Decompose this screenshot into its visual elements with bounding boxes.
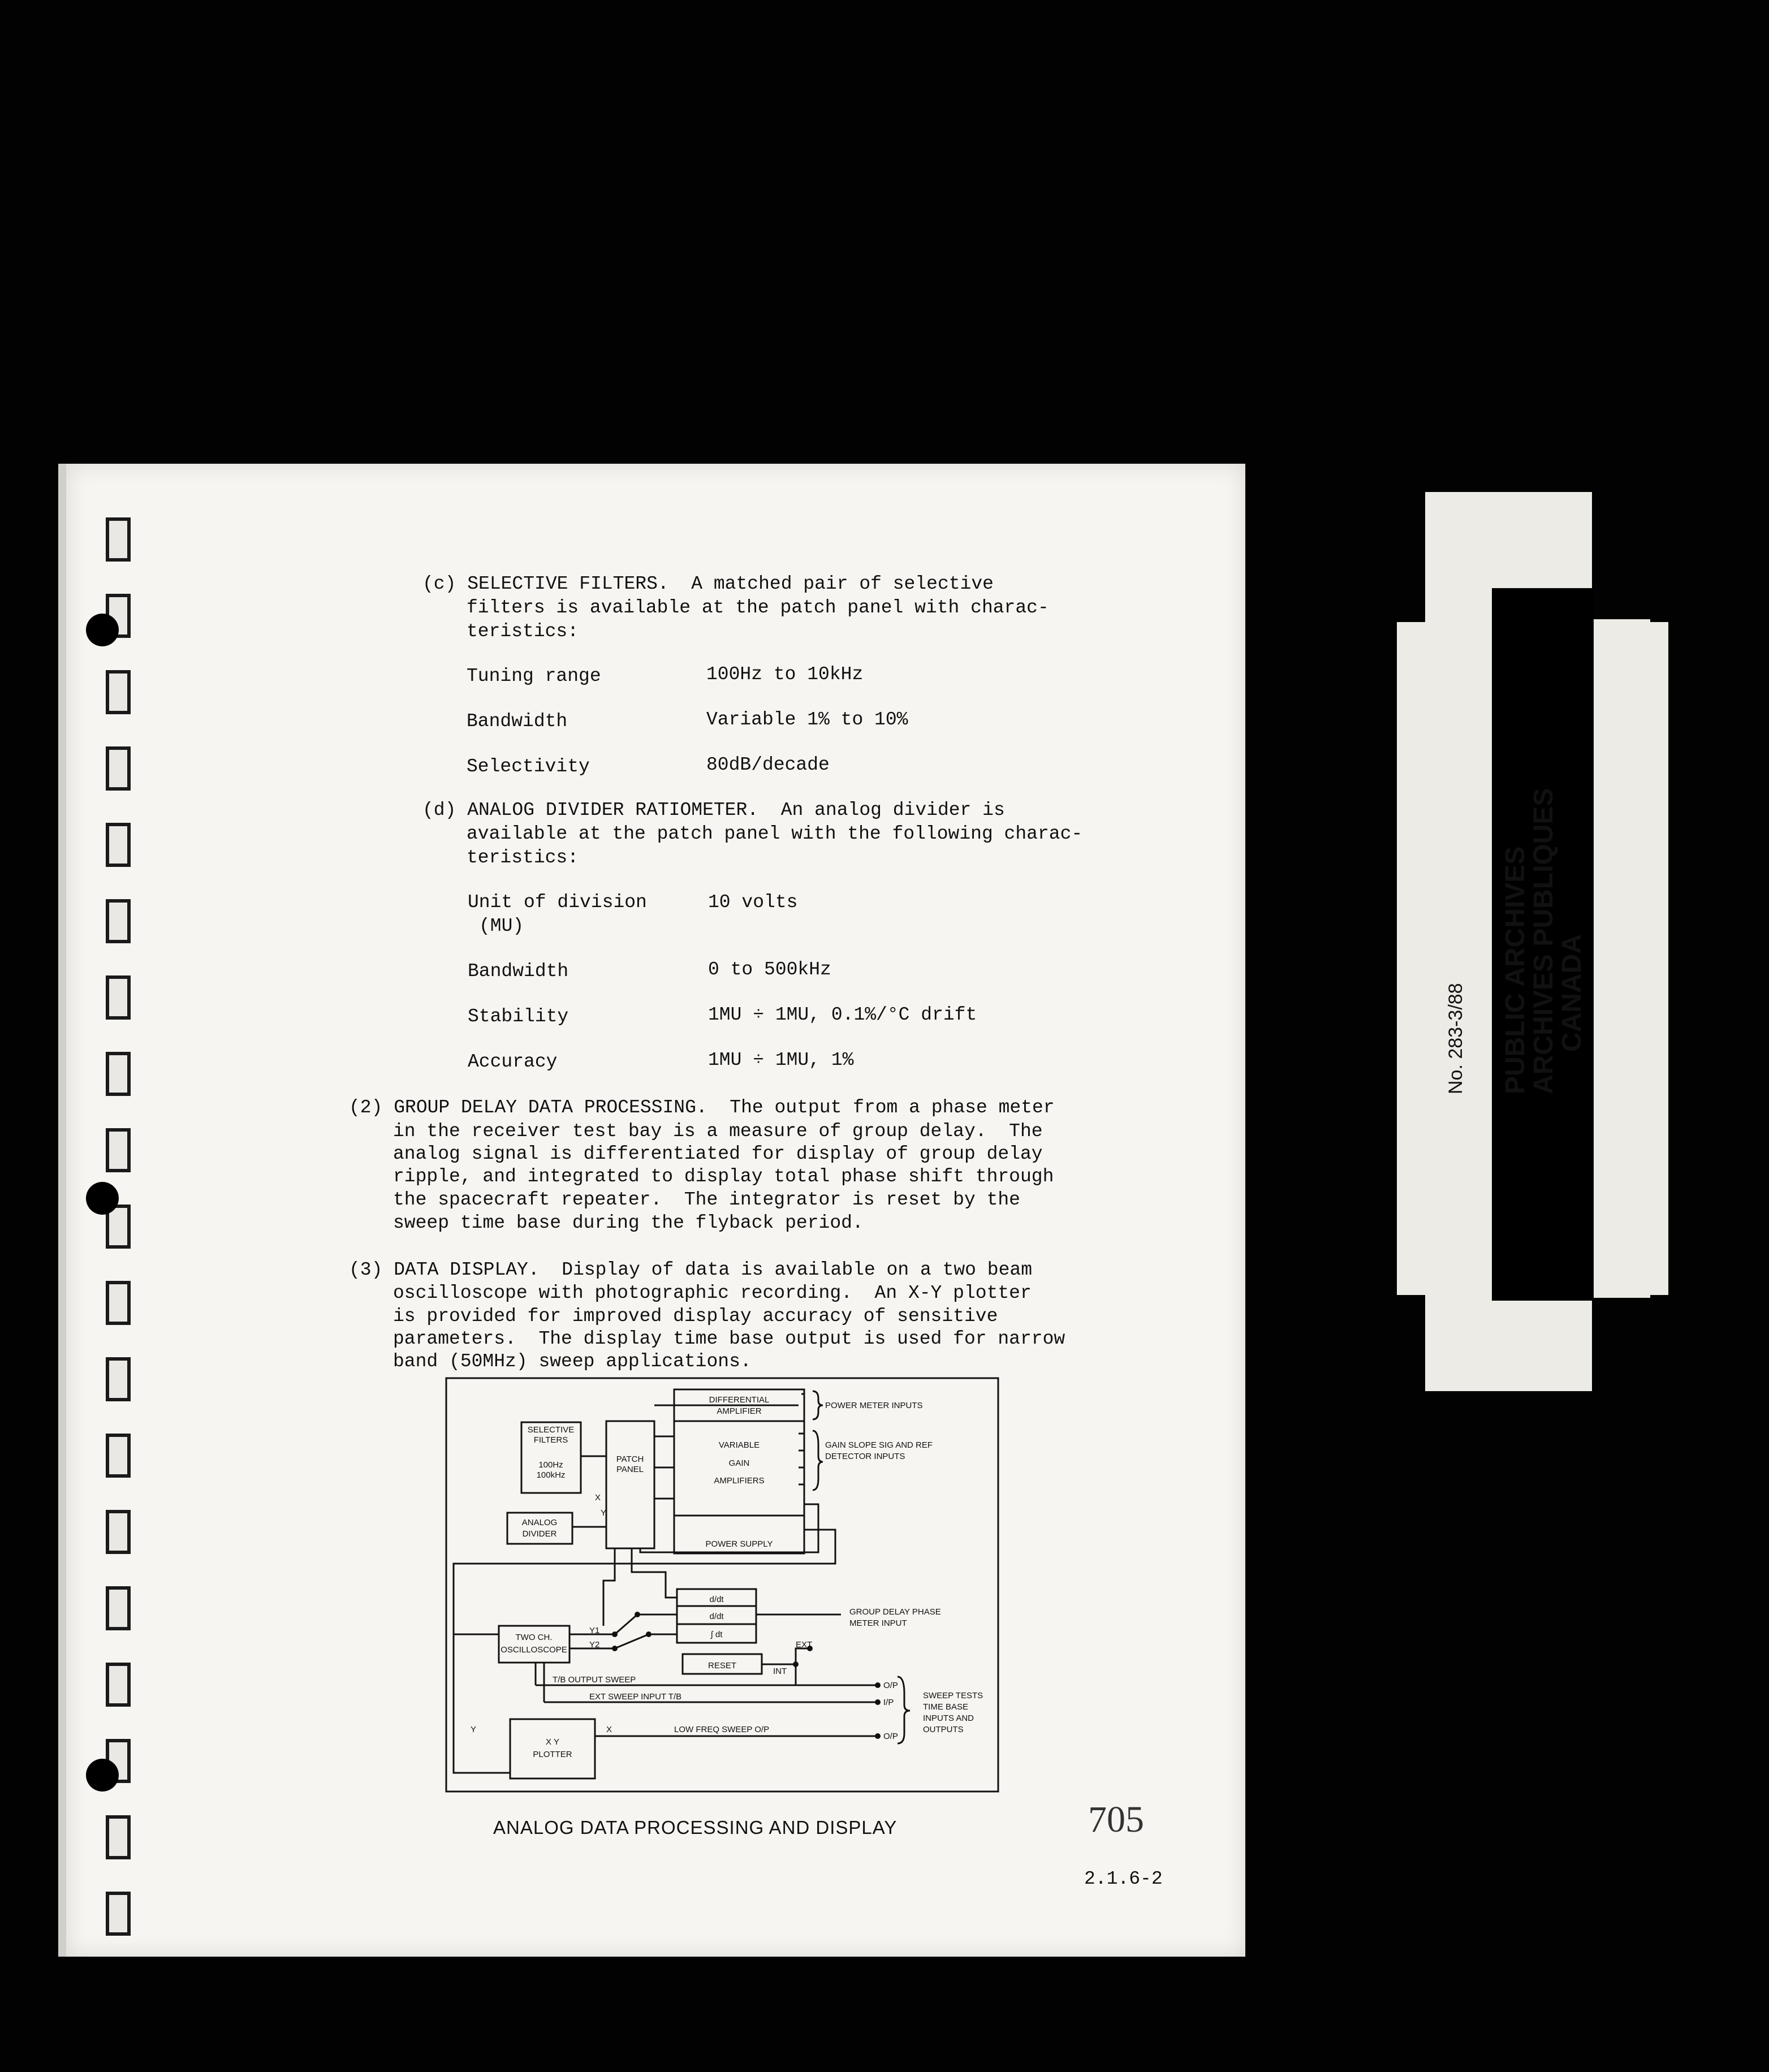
binder-hole	[106, 1281, 131, 1325]
punch-hole	[86, 1759, 119, 1792]
spec-value: 10 volts	[708, 892, 798, 913]
spec-label: Bandwidth	[467, 711, 568, 732]
y-plot-label: Y	[471, 1725, 477, 1734]
selective-filters-label: SELECTIVE	[527, 1425, 575, 1435]
archive-title: PUBLIC ARCHIVES	[1500, 846, 1530, 1094]
patch-panel-label: PANEL	[616, 1465, 644, 1474]
block-diagram	[445, 1377, 999, 1793]
spec-value: 0 to 500kHz	[708, 959, 831, 980]
spec-label: Stability	[468, 1006, 569, 1027]
binder-hole	[106, 1663, 131, 1707]
section-2-line: (2) GROUP DELAY DATA PROCESSING. The output from a phase meter	[349, 1097, 1055, 1118]
document-page	[58, 464, 1245, 1957]
figure-caption: ANALOG DATA PROCESSING AND DISPLAY	[493, 1817, 898, 1838]
section-c-line: teristics:	[467, 621, 579, 642]
oscilloscope-label: TWO CH.	[515, 1633, 553, 1642]
ddt-label: d/dt	[709, 1595, 724, 1604]
ip-label: I/P	[883, 1698, 894, 1707]
variable-gain-label: GAIN	[728, 1458, 750, 1468]
differential-label: DIFFERENTIAL	[709, 1395, 770, 1405]
binder-hole	[106, 517, 131, 562]
binder-hole	[106, 1892, 131, 1936]
binder-hole	[106, 899, 131, 943]
punch-hole	[86, 1182, 119, 1215]
op-label: O/P	[883, 1732, 898, 1741]
variable-gain-label: VARIABLE	[718, 1440, 760, 1450]
analog-divider-label: DIVIDER	[522, 1529, 557, 1539]
x-label: X	[595, 1493, 601, 1503]
spec-value: 1MU ÷ 1MU, 1%	[708, 1050, 854, 1070]
section-2-line: sweep time base during the flyback period.	[393, 1212, 864, 1233]
archive-title: ARCHIVES PUBLIQUES	[1529, 788, 1559, 1094]
binder-hole	[106, 1586, 131, 1630]
tb-output-label: T/B OUTPUT SWEEP	[553, 1675, 636, 1685]
xy-plotter-label: X Y	[546, 1737, 559, 1747]
section-c-heading: (c) SELECTIVE FILTERS. A matched pair of selective	[422, 573, 994, 594]
page-number: 2.1.6-2	[1084, 1868, 1163, 1889]
section-2-line: analog signal is differentiated for display of group delay	[393, 1143, 1043, 1164]
reset-label: RESET	[707, 1661, 737, 1670]
sweep-tests-label: OUTPUTS	[923, 1725, 964, 1734]
binder-hole	[106, 823, 131, 867]
spec-value: 80dB/decade	[706, 754, 830, 775]
analog-divider-label: ANALOG	[521, 1518, 558, 1527]
power-supply-label: POWER SUPPLY	[705, 1539, 773, 1549]
binder-hole	[106, 1434, 131, 1478]
punch-hole	[86, 614, 119, 646]
section-d-line: teristics:	[467, 847, 579, 868]
spec-value: Variable 1% to 10%	[706, 709, 908, 730]
group-delay-label: METER INPUT	[849, 1618, 907, 1628]
spec-value: 1MU ÷ 1MU, 0.1%/°C drift	[708, 1004, 977, 1025]
ext-label: EXT	[796, 1640, 813, 1650]
archive-label-edge	[1594, 619, 1650, 1298]
archive-title: CANADA	[1557, 934, 1587, 1052]
frame-number: 705	[1088, 1799, 1144, 1840]
oscilloscope-label: OSCILLOSCOPE	[501, 1645, 567, 1655]
archive-number: No. 283-3/88	[1445, 983, 1466, 1094]
binder-hole	[106, 746, 131, 791]
section-3-line: oscilloscope with photographic recording. An X-Y plotter	[393, 1283, 1032, 1303]
variable-gain-label: AMPLIFIERS	[714, 1476, 765, 1486]
spec-value: 100Hz to 10kHz	[706, 664, 864, 685]
spec-label-unit: (MU)	[479, 916, 524, 936]
binder-hole	[106, 670, 131, 714]
binder-hole	[106, 1510, 131, 1554]
spec-label: Tuning range	[467, 666, 601, 687]
sweep-tests-label: INPUTS AND	[923, 1713, 974, 1723]
section-c-line: filters is available at the patch panel with charac-	[467, 597, 1049, 618]
xy-plotter-box	[510, 1719, 595, 1779]
y-label: Y	[601, 1508, 607, 1518]
spec-label: Unit of division	[468, 892, 647, 913]
differential-label: AMPLIFIER	[717, 1406, 762, 1416]
spec-label: Selectivity	[467, 756, 590, 777]
gain-slope-label: DETECTOR INPUTS	[825, 1452, 905, 1461]
section-3-line: parameters. The display time base output is used for narrow	[393, 1328, 1065, 1349]
y2-label: Y2	[589, 1640, 600, 1650]
section-d-line: available at the patch panel with the following charac-	[467, 823, 1083, 844]
ext-sweep-label: EXT SWEEP INPUT T/B	[589, 1692, 682, 1702]
power-meter-inputs-label: POWER METER INPUTS	[825, 1401, 923, 1410]
xy-plotter-label: PLOTTER	[533, 1750, 572, 1759]
sweep-tests-label: TIME BASE	[923, 1702, 969, 1712]
section-2-line: the spacecraft repeater. The integrator is reset by the	[393, 1189, 1020, 1210]
x-plot-label: X	[606, 1725, 612, 1734]
low-freq-label: LOW FREQ SWEEP O/P	[674, 1725, 770, 1734]
section-2-line: ripple, and integrated to display total phase shift through	[393, 1166, 1054, 1187]
op-label: O/P	[883, 1681, 898, 1690]
section-3-line: (3) DATA DISPLAY. Display of data is available on a two beam	[349, 1259, 1032, 1280]
ddt-label: d/dt	[709, 1612, 724, 1621]
oscilloscope-box	[499, 1626, 569, 1663]
binder-hole	[106, 1357, 131, 1401]
section-d-heading: (d) ANALOG DIVIDER RATIOMETER. An analog divider is	[422, 800, 1005, 821]
section-3-line: band (50MHz) sweep applications.	[393, 1351, 752, 1372]
archive-label-tab	[1425, 1295, 1592, 1391]
selective-filters-label: FILTERS	[533, 1435, 568, 1445]
binder-hole	[106, 975, 131, 1020]
patch-panel-box	[606, 1421, 654, 1548]
binder-hole	[106, 1052, 131, 1096]
patch-panel-label: PATCH	[616, 1454, 644, 1464]
section-3-line: is provided for improved display accuracy of sensitive	[393, 1306, 998, 1327]
frequency-label: 100kHz	[536, 1470, 566, 1480]
binder-hole	[106, 1128, 131, 1172]
gain-slope-label: GAIN SLOPE SIG AND REF	[825, 1440, 933, 1450]
section-2-line: in the receiver test bay is a measure of group delay. The	[393, 1121, 1043, 1142]
y1-label: Y1	[589, 1626, 600, 1635]
spec-label: Accuracy	[468, 1051, 558, 1072]
sweep-tests-label: SWEEP TESTS	[923, 1691, 983, 1700]
binder-hole	[106, 1815, 131, 1859]
spec-label: Bandwidth	[468, 961, 569, 982]
int-label: INT	[773, 1667, 787, 1676]
group-delay-label: GROUP DELAY PHASE	[849, 1607, 941, 1617]
frequency-label: 100Hz	[538, 1460, 563, 1470]
integrator-label: ∫ dt	[710, 1630, 723, 1639]
